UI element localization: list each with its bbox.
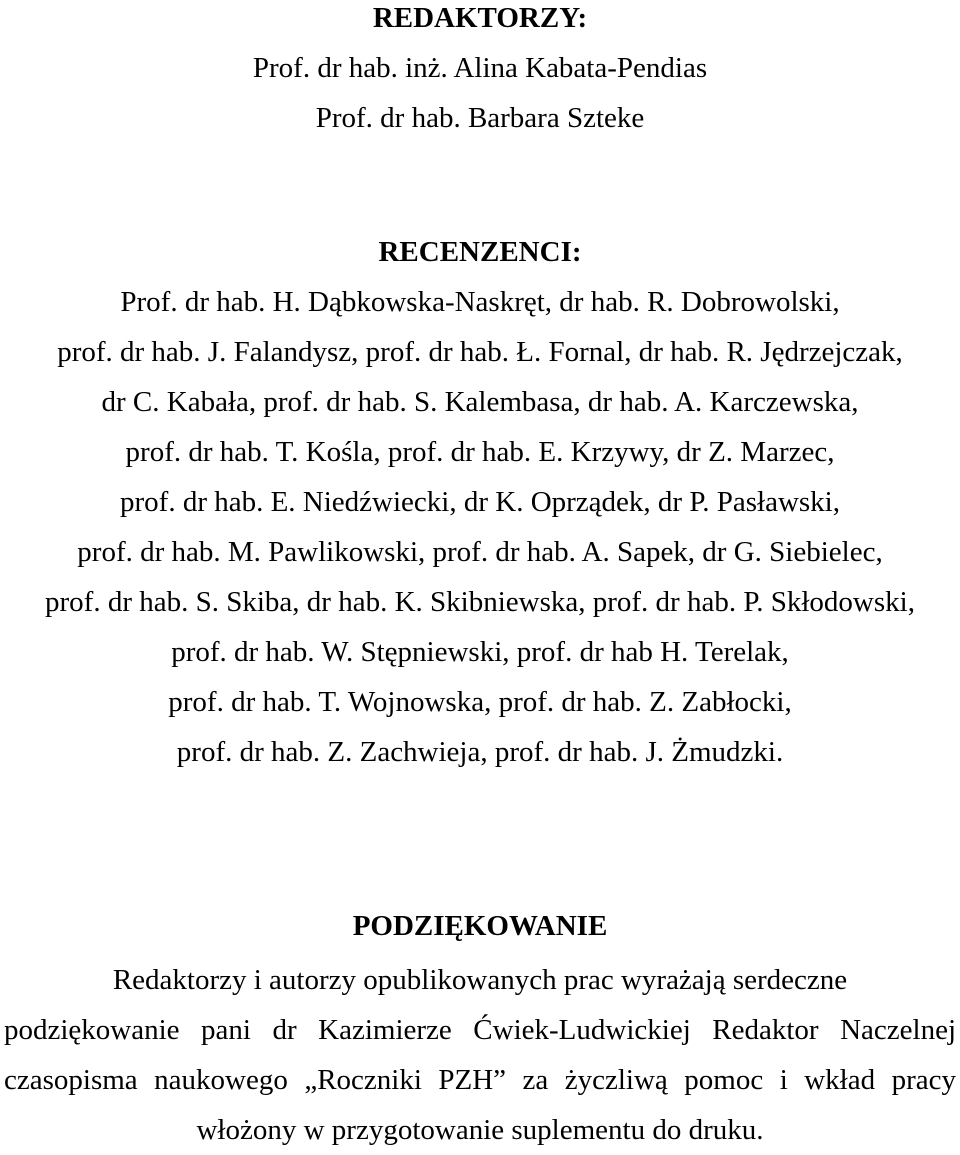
reviewers-line: prof. dr hab. J. Falandysz, prof. dr hab. Ł. Fornal, dr hab. R. Jędrzejczak,	[57, 336, 903, 368]
reviewers-line: prof. dr hab. T. Wojnowska, prof. dr hab. Z. Zabłocki,	[168, 686, 792, 718]
reviewers-line: prof. dr hab. M. Pawlikowski, prof. dr hab. A. Sapek, dr G. Siebielec,	[77, 536, 883, 568]
reviewers-line: prof. dr hab. W. Stępniewski, prof. dr hab H. Terelak,	[171, 636, 789, 668]
editor-name: Prof. dr hab. Barbara Szteke	[315, 102, 645, 134]
reviewers-line: prof. dr hab. S. Skiba, dr hab. K. Skibniewska, prof. dr hab. P. Skłodowski,	[45, 586, 915, 618]
editors-heading: REDAKTORZY:	[372, 2, 588, 34]
acknowledgement-heading: PODZIĘKOWANIE	[352, 910, 608, 942]
reviewers-line: Prof. dr hab. H. Dąbkowska-Naskręt, dr hab. R. Dobrowolski,	[120, 286, 840, 318]
reviewers-line: prof. dr hab. T. Kośla, prof. dr hab. E. Krzywy, dr Z. Marzec,	[125, 436, 835, 468]
acknowledgement-line: Redaktorzy i autorzy opublikowanych prac wyrażają serdeczne	[112, 964, 848, 996]
reviewers-line: prof. dr hab. E. Niedźwiecki, dr K. Oprządek, dr P. Pasławski,	[120, 486, 840, 518]
reviewers-line: prof. dr hab. Z. Zachwieja, prof. dr hab. J. Żmudzki.	[176, 736, 784, 768]
acknowledgement-line: czasopisma naukowego „Roczniki PZH” za życzliwą pomoc i wkład pracy	[4, 1064, 956, 1096]
reviewers-heading: RECENZENCI:	[378, 236, 582, 268]
editor-name: Prof. dr hab. inż. Alina Kabata-Pendias	[252, 52, 708, 84]
reviewers-line: dr C. Kabała, prof. dr hab. S. Kalembasa, dr hab. A. Karczewska,	[101, 386, 859, 418]
acknowledgement-line: włożony w przygotowanie suplementu do druku.	[196, 1114, 764, 1146]
acknowledgement-line: podziękowanie pani dr Kazimierze Ćwiek-Ludwickiej Redaktor Naczelnej	[4, 1014, 956, 1046]
